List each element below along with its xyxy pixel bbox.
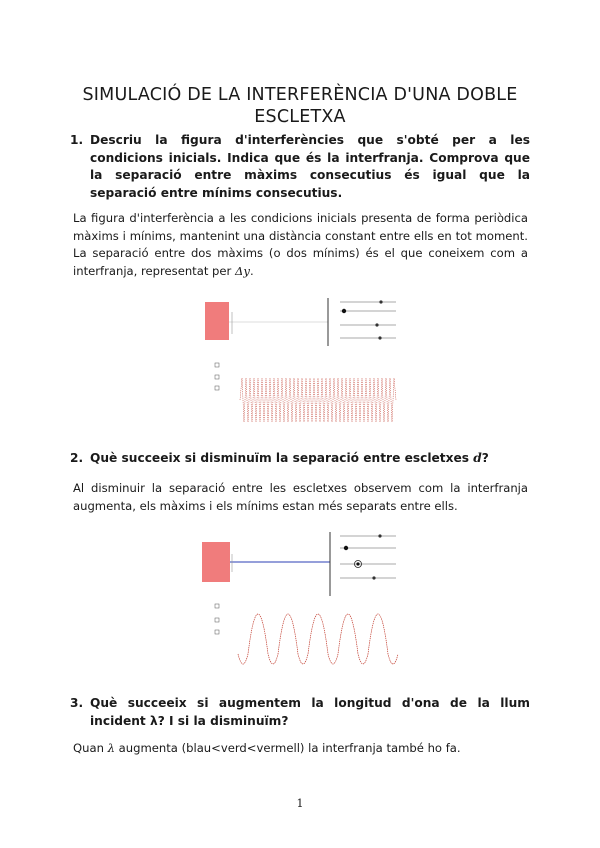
simulation-figure-1 bbox=[200, 290, 400, 430]
simulation-figure-2 bbox=[200, 526, 400, 676]
question-1-number: 1. bbox=[70, 133, 84, 147]
question-1-text: Descriu la figura d'interferències que s'obté per a les condicions inicials. Indica que és la interfranja. Comprova que la separació entre màxims consecutius és igual que la separació entre mínims consecutius. bbox=[90, 133, 530, 200]
slider-controls[interactable] bbox=[340, 300, 396, 339]
question-2-text: Què succeeix si disminuïm la separació entre escletxes bbox=[90, 451, 469, 465]
question-3 bbox=[70, 695, 530, 730]
question-2 bbox=[70, 450, 530, 468]
question-2-number: 2. bbox=[70, 451, 84, 465]
answer-1-end: . bbox=[249, 263, 254, 278]
answer-3-symbol: λ bbox=[107, 741, 115, 755]
fringe-curve bbox=[238, 614, 398, 664]
answer-2 bbox=[73, 480, 528, 515]
answer-1-symbol: Δy bbox=[235, 263, 250, 278]
question-3-text: Què succeeix si augmentem la longitud d'ona de la llum incident λ? I si la disminuïm? bbox=[90, 696, 530, 728]
answer-2-text: Al disminuir la separació entre les escletxes observem com la interfranja augmenta, els màxims i els mínims estan més separats entre ells. bbox=[73, 481, 528, 513]
answer-3-prefix: Quan bbox=[73, 741, 104, 755]
slider-controls[interactable] bbox=[340, 534, 396, 579]
light-source-box bbox=[202, 542, 230, 582]
page-number: 1 bbox=[296, 797, 304, 810]
answer-1 bbox=[73, 210, 528, 280]
answer-3-text: augmenta (blau<verd<vermell) la interfranja també ho fa. bbox=[118, 741, 461, 755]
question-2-symbol: d bbox=[473, 451, 482, 465]
question-3-number: 3. bbox=[70, 696, 84, 710]
checkbox-options[interactable] bbox=[215, 604, 219, 634]
answer-3 bbox=[73, 740, 528, 758]
page-title: SIMULACIÓ DE LA INTERFERÈNCIA D'UNA DOBLE ESCLETXA bbox=[82, 84, 518, 127]
checkbox-options[interactable] bbox=[215, 363, 219, 390]
light-source-box bbox=[205, 302, 229, 340]
answer-1-text: La figura d'interferència a les condicions inicials presenta de forma periòdica màxims i mínims, mantenint una distància constant entre ells en tot moment. La separació entre dos màxims (o dos mínims) és el que coneixem com a interfranja, representat per bbox=[73, 211, 528, 278]
question-2-end: ? bbox=[481, 451, 489, 465]
question-1 bbox=[70, 132, 530, 202]
